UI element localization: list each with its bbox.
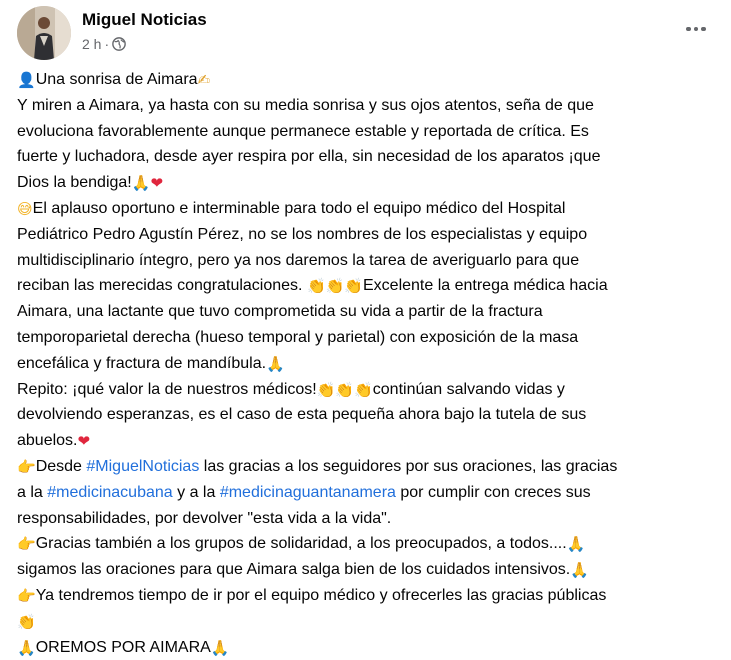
face-emoji: 😅: [17, 199, 33, 218]
clapping-hands-emoji: 👏: [344, 277, 363, 296]
author-name[interactable]: Miguel Noticias: [82, 10, 207, 29]
text-segment: fuerte y luchadora, desde ayer respira por ella, sin necesidad de los aparatos ¡que: [17, 148, 601, 166]
text-segment: Desde: [35, 457, 87, 475]
text-segment: por cumplir con creces sus: [395, 483, 591, 501]
post-text-line: [17, 609, 717, 635]
post-text-line: [17, 506, 717, 532]
clapping-hands-emoji: 👏: [306, 277, 326, 296]
red-heart-emoji: ❤: [77, 432, 91, 451]
hashtag-link[interactable]: #medicinaguantanamera: [219, 483, 396, 501]
text-segment: a la: [17, 483, 48, 501]
person-emoji: 👤: [17, 71, 36, 89]
praying-hands-emoji: 🙏: [131, 174, 151, 193]
post-text-line: [17, 454, 717, 480]
text-segment: continúan salvando vidas y: [372, 380, 565, 398]
text-segment: abuelos.: [17, 432, 78, 450]
text-segment: reciban las merecidas congratulaciones.: [17, 277, 307, 295]
text-segment: OREMOS POR AIMARA: [35, 638, 211, 656]
text-segment: El aplauso oportuno e interminable para todo el equipo médico del Hospital: [32, 199, 566, 217]
post-text-line: [17, 583, 717, 609]
text-segment: las gracias a los seguidores por sus oraciones, las gracias: [199, 457, 618, 475]
author-avatar[interactable]: [17, 6, 71, 60]
post-text-line: [17, 325, 717, 351]
post-text-line: [17, 273, 717, 299]
red-heart-emoji: ❤: [150, 174, 164, 193]
text-segment: encefálica y fractura de mandíbula.: [17, 354, 267, 372]
post-header: [17, 6, 714, 62]
text-segment: y a la: [172, 483, 220, 501]
globe-icon[interactable]: [112, 37, 126, 51]
post-text-line: [17, 248, 717, 274]
text-segment: Pediátrico Pedro Agustín Pérez, no se los nombres de los especialistas y equipo: [17, 225, 588, 243]
post-text-line: [17, 351, 717, 377]
post-text-line: [17, 67, 717, 93]
clapping-hands-emoji: 👏: [335, 380, 355, 399]
hashtag-link[interactable]: #medicinacubana: [47, 483, 173, 501]
post-text-line: [17, 377, 717, 403]
more-options-icon[interactable]: [678, 16, 714, 42]
text-segment: Dios la bendiga!: [17, 174, 132, 192]
clapping-hands-emoji: 👏: [17, 612, 36, 631]
post-text-line: [17, 402, 717, 428]
text-segment: Aimara, una lactante que tuvo comprometida su vida a partir de la fractura: [17, 303, 543, 321]
post-text-line: [17, 635, 717, 660]
post-text-line: [17, 531, 717, 557]
post-meta: [82, 36, 126, 52]
post-text-line: [17, 170, 717, 196]
praying-hands-emoji: 🙏: [566, 535, 586, 554]
pointing-hand-emoji: 👉: [17, 586, 36, 605]
praying-hands-emoji: 🙏: [17, 638, 36, 657]
writing-hand-emoji: ✍: [197, 71, 211, 89]
text-segment: temporoparietal derecha (hueso temporal y parietal) con exposición de la masa: [17, 328, 579, 346]
text-segment: Repito: ¡qué valor la de nuestros médicos!: [17, 380, 317, 398]
text-segment: responsabilidades, por devolver "esta vida a la vida".: [17, 509, 392, 527]
post-text-line: [17, 119, 717, 145]
text-segment: evoluciona favorablemente aunque permanece estable y reportada de crítica. Es: [17, 122, 589, 140]
clapping-hands-emoji: 👏: [316, 380, 336, 399]
post-time[interactable]: 2 h: [82, 36, 102, 52]
post-text-line: [17, 93, 717, 119]
meta-separator: ·: [104, 36, 110, 52]
post-text: [17, 67, 717, 660]
post-text-line: [17, 428, 717, 454]
text-segment: devolviendo esperanzas, es el caso de esta pequeña ahora bajo la tutela de sus: [17, 406, 587, 424]
praying-hands-emoji: 🙏: [570, 561, 589, 580]
hashtag-link[interactable]: #MiguelNoticias: [86, 457, 200, 475]
clapping-hands-emoji: 👏: [354, 380, 373, 399]
text-segment: Excelente la entrega médica hacia: [363, 277, 608, 295]
post-text-line: [17, 144, 717, 170]
praying-hands-emoji: 🙏: [266, 354, 285, 373]
praying-hands-emoji: 🙏: [210, 638, 230, 657]
text-segment: Gracias también a los grupos de solidaridad, a los preocupados, a todos....: [35, 535, 567, 553]
text-segment: Ya tendremos tiempo de ir por el equipo médico y ofrecerles las gracias públicas: [35, 586, 607, 604]
pointing-hand-emoji: 👉: [17, 535, 36, 554]
post-text-line: [17, 222, 717, 248]
post-text-line: [17, 480, 717, 506]
text-segment: multidisciplinario íntegro, pero ya nos daremos la tarea de averiguarlo para que: [17, 251, 580, 269]
pointing-hand-emoji: 👉: [17, 457, 36, 476]
text-segment: Y miren a Aimara, ya hasta con su media sonrisa y sus ojos atentos, seña de que: [17, 96, 594, 114]
post-text-line: [17, 299, 717, 325]
clapping-hands-emoji: 👏: [325, 277, 345, 296]
text-segment: sigamos las oraciones para que Aimara salga bien de los cuidados intensivos.: [17, 561, 571, 579]
post-text-line: [17, 557, 717, 583]
text-segment: Una sonrisa de Aimara: [35, 71, 198, 88]
post-text-line: [17, 196, 717, 222]
